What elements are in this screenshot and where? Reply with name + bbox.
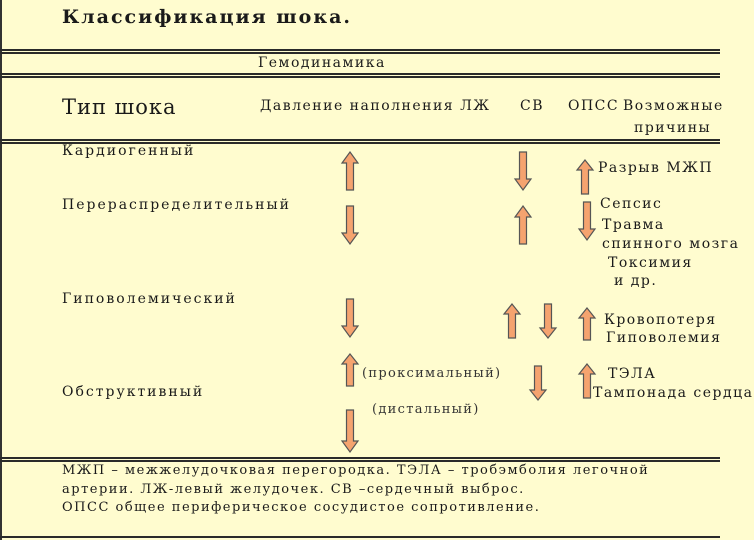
header-causes-line2: причины — [634, 120, 712, 136]
footnote-line-2: артерии. ЛЖ-левый желудочек. СВ –сердечный выброс. — [62, 482, 525, 497]
divider-5 — [0, 536, 720, 538]
hemodynamics-label: Гемодинамика — [258, 55, 386, 71]
header-shock-type: Тип шока — [62, 95, 177, 119]
divider-1b — [0, 52, 720, 54]
cause-distributive-5: и др. — [614, 273, 658, 289]
arrow-down-icon — [340, 297, 360, 339]
arrow-down-icon — [577, 200, 597, 242]
header-causes-line1: Возможные — [623, 98, 724, 114]
header-svr: ОПСС — [568, 98, 620, 114]
header-lv-pressure: Давление наполнения ЛЖ — [260, 98, 491, 114]
note-distal: (дистальный) — [372, 402, 480, 417]
cause-obstructive-2: Тампонада сердца — [593, 385, 754, 401]
arrow-up-icon — [575, 158, 595, 196]
left-border — [0, 0, 2, 540]
slide-title: Классификация шока. — [62, 6, 353, 28]
row-label-hypovolemic: Гиповолемический — [62, 291, 237, 307]
divider-4 — [0, 457, 720, 459]
arrow-down-icon — [513, 150, 533, 192]
arrow-up-icon — [340, 352, 360, 388]
footnote-line-1: МЖП – межжелудочковая перегородка. ТЭЛА – тробэмболия легочной — [62, 463, 650, 478]
divider-2 — [0, 73, 720, 75]
header-cardiac-output: СВ — [520, 98, 544, 114]
arrow-down-icon — [528, 364, 548, 402]
cause-distributive-2: Травма — [602, 217, 665, 233]
cause-hypovolemic-1: Кровопотеря — [604, 312, 717, 328]
arrow-up-icon — [502, 302, 522, 340]
arrow-down-icon — [538, 302, 558, 340]
arrow-up-icon — [513, 204, 533, 246]
arrow-up-icon — [577, 306, 597, 342]
footnote-line-3: ОПСС общее периферическое сосудистое сопротивление. — [62, 500, 541, 515]
cause-distributive-4: Токсимия — [608, 255, 693, 271]
cause-hypovolemic-2: Гиповолемия — [606, 330, 722, 346]
cause-distributive-1: Сепсис — [600, 196, 663, 212]
arrow-up-icon — [340, 150, 360, 192]
row-label-cardiogenic: Кардиогенный — [62, 143, 196, 159]
divider-1 — [0, 49, 720, 51]
note-proximal: (проксимальный) — [362, 366, 502, 381]
arrow-down-icon — [340, 204, 360, 246]
cause-distributive-3: спинного мозга — [602, 236, 740, 252]
cause-obstructive-1: ТЭЛА — [608, 366, 657, 382]
divider-2b — [0, 76, 720, 78]
arrow-down-icon — [340, 408, 360, 454]
row-label-obstructive: Обструктивный — [62, 384, 205, 400]
divider-3 — [0, 139, 720, 141]
arrow-up-icon — [577, 362, 597, 400]
cause-cardiogenic-1: Разрыв МЖП — [598, 160, 714, 176]
row-label-distributive: Перераспределительный — [62, 197, 291, 213]
divider-4b — [0, 460, 720, 462]
